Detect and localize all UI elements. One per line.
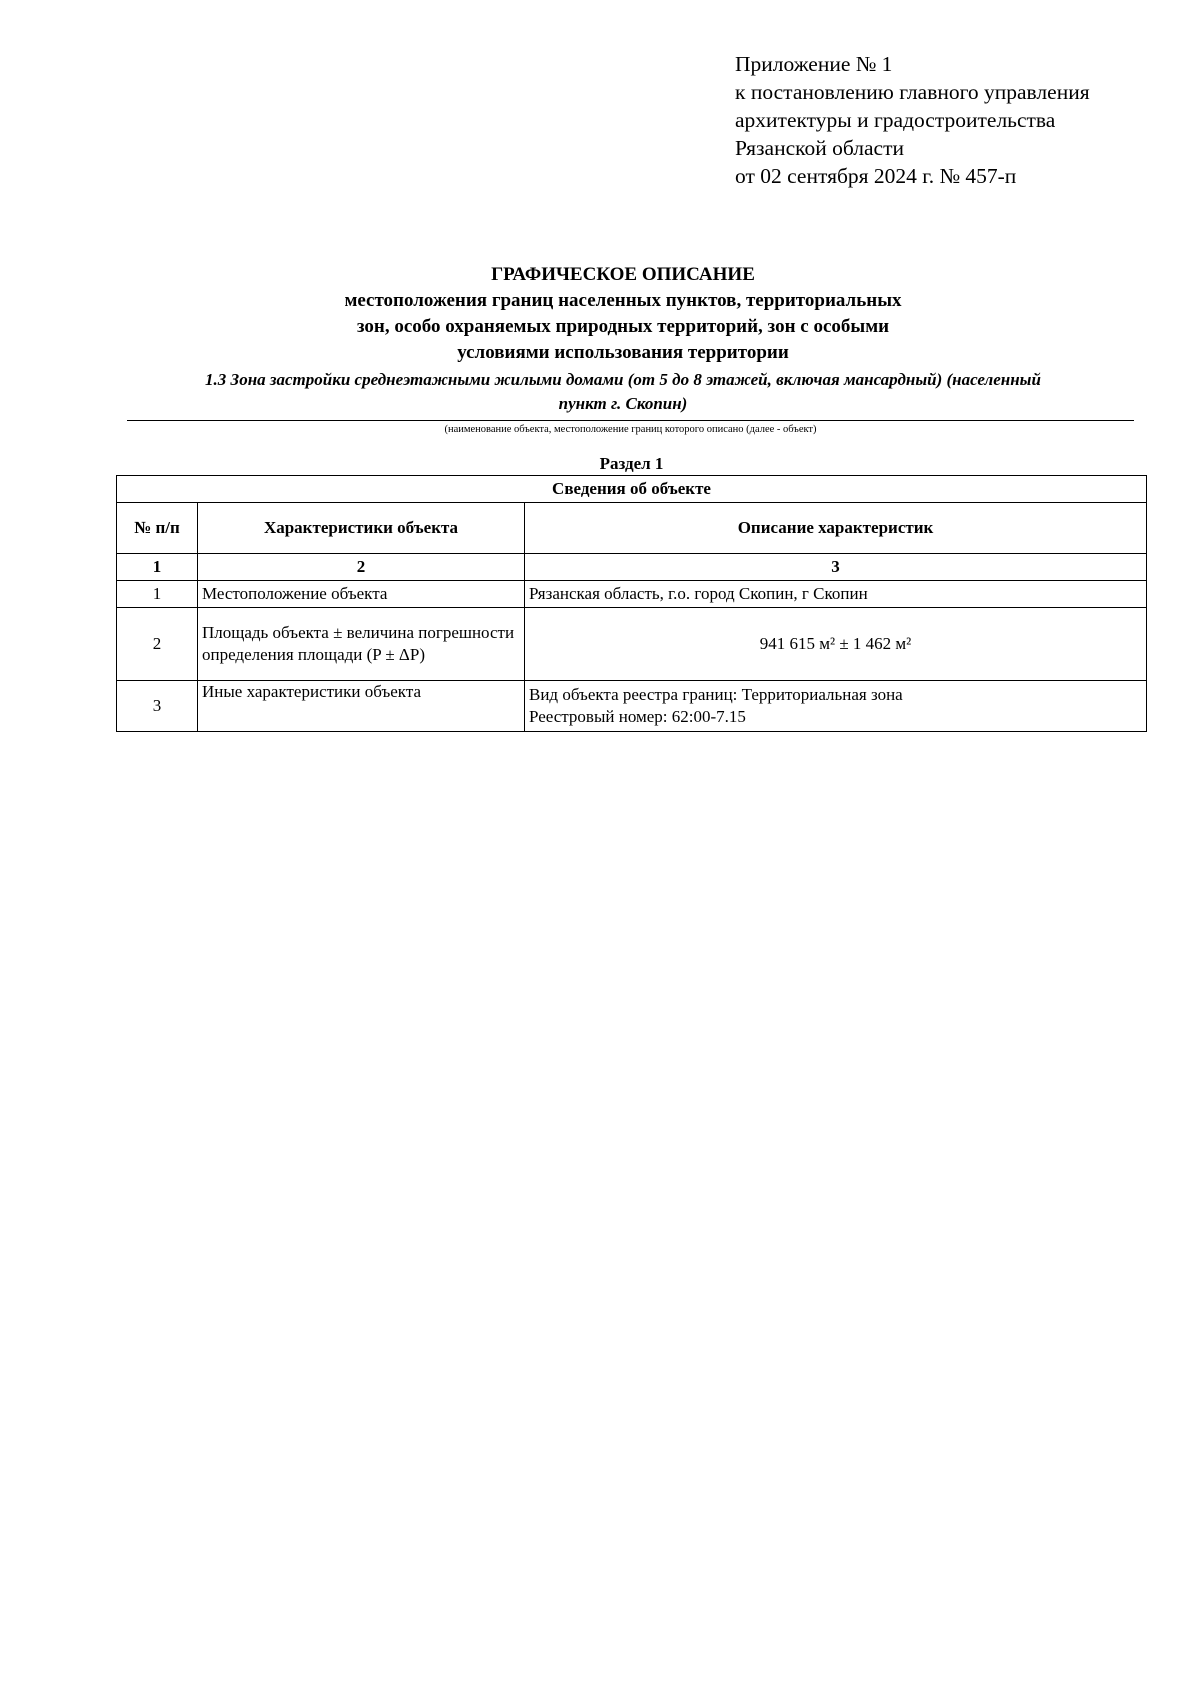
table-row xyxy=(117,608,1147,681)
appendix-line: Рязанской области xyxy=(735,136,904,160)
table-row xyxy=(117,581,1147,608)
document-subtitle-line: местоположения границ населенных пунктов, территориальных xyxy=(344,290,902,311)
row-characteristic: Площадь объекта ± величина погрешности определения площади (P ± ΔP) xyxy=(198,608,525,681)
document-subtitle-line: зон, особо охраняемых природных территорий, зон с особыми xyxy=(356,316,890,337)
section-title: Раздел 1 xyxy=(599,454,664,473)
table-caption: Сведения об объекте xyxy=(117,476,1147,503)
header-num: № п/п xyxy=(117,503,198,554)
header-characteristics: Характеристики объекта xyxy=(198,503,525,554)
appendix-date-line: от 02 сентября 2024 г. № 457-п xyxy=(735,164,1017,188)
row-characteristic: Местоположение объекта xyxy=(198,581,525,608)
appendix-line: к постановлению главного управления xyxy=(735,80,1090,104)
appendix-line: архитектуры и градостроительства xyxy=(735,108,1056,132)
object-name-underline xyxy=(127,420,1134,421)
column-number-row xyxy=(117,554,1147,581)
object-name-line: пункт г. Скопин) xyxy=(558,394,688,413)
row-number: 2 xyxy=(117,608,198,681)
column-number: 1 xyxy=(117,554,198,581)
table-row xyxy=(117,681,1147,732)
object-name xyxy=(118,368,1128,416)
document-title-block xyxy=(118,262,1128,416)
object-name-line: 1.3 Зона застройки среднеэтажными жилыми домами (от 5 до 8 этажей, включая мансардный) (населенный xyxy=(205,370,1041,389)
table-caption-row xyxy=(117,476,1147,503)
document-subtitle-line: условиями использования территории xyxy=(457,342,789,363)
row-characteristic: Иные характеристики объекта xyxy=(198,681,525,732)
row-number: 1 xyxy=(117,581,198,608)
object-name-caption: (наименование объекта, местоположение границ которого описано (далее - объект) xyxy=(444,424,817,435)
column-number: 2 xyxy=(198,554,525,581)
document-title: ГРАФИЧЕСКОЕ ОПИСАНИЕ xyxy=(491,264,755,285)
column-number: 3 xyxy=(525,554,1147,581)
row-number: 3 xyxy=(117,681,198,732)
appendix-line: Приложение № 1 xyxy=(735,52,893,76)
row-description: Вид объекта реестра границ: Территориальная зона Реестровый номер: 62:00-7.15 xyxy=(525,681,1147,732)
row-description: Рязанская область, г.о. город Скопин, г Скопин xyxy=(525,581,1147,608)
header-description: Описание характеристик xyxy=(525,503,1147,554)
object-info-table xyxy=(116,475,1147,732)
row-description: 941 615 м² ± 1 462 м² xyxy=(525,608,1147,681)
table-header-row xyxy=(117,503,1147,554)
appendix-block xyxy=(735,50,1090,190)
